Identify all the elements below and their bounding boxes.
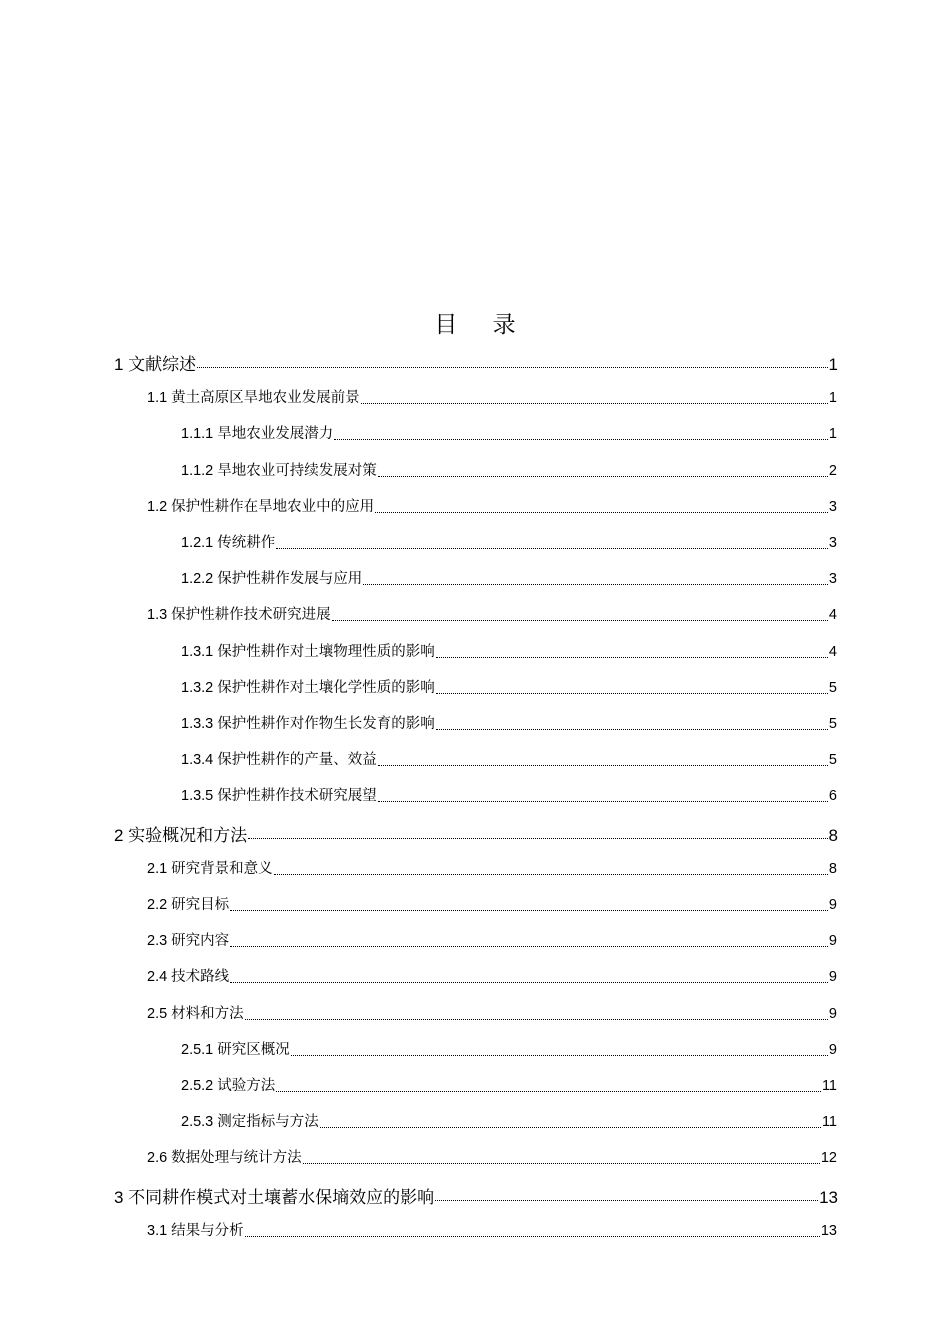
dot-leader [361, 403, 828, 404]
toc-entry-level-3[interactable] [181, 1038, 837, 1060]
toc-entry-level-2[interactable] [147, 603, 837, 625]
toc-entry-level-2[interactable] [147, 1219, 837, 1241]
dot-leader [197, 367, 827, 368]
dot-leader [363, 584, 828, 585]
toc-entry-text: 1.1 黄土高原区旱地农业发展前景 [147, 390, 360, 407]
toc-entry-text: 3 不同耕作模式对土壤蓄水保墒效应的影响 [114, 1187, 435, 1207]
toc-page-number: 3 [828, 498, 837, 515]
toc-entry-level-3[interactable] [181, 531, 837, 553]
dot-leader [320, 1127, 821, 1128]
toc-page-number: 11 [821, 1114, 837, 1131]
toc-page-number: 13 [819, 1187, 838, 1207]
toc-entry-text: 2.2 研究目标 [147, 897, 230, 913]
toc-entry-level-2[interactable] [147, 495, 837, 517]
dot-leader [245, 1236, 820, 1237]
toc-entry-level-3[interactable] [181, 640, 837, 662]
dot-leader [303, 1163, 820, 1164]
toc-page-number: 9 [828, 1005, 837, 1022]
toc-entry-level-3[interactable] [181, 459, 837, 481]
toc-entry-level-1[interactable] [114, 350, 838, 372]
toc-entry-level-3[interactable] [181, 567, 837, 589]
toc-entry-text: 1.1.2 旱地农业可持续发展对策 [181, 462, 377, 479]
toc-entry-text: 2.6 数据处理与统计方法 [147, 1150, 302, 1167]
toc-entry-text: 1.3.4 保护性耕作的产量、效益 [181, 752, 377, 769]
toc-entry-text: 2.4 技术路线 [147, 969, 230, 986]
toc-entry-level-2[interactable] [147, 929, 837, 951]
toc-title: 目 录 [434, 312, 530, 338]
toc-entry-text: 1 文献综述 [114, 355, 197, 374]
toc-page-number: 8 [828, 860, 837, 877]
toc-entry-text: 2.5.2 试验方法 [181, 1078, 276, 1094]
toc-entry-level-2[interactable] [147, 1002, 837, 1024]
toc-entry-level-2[interactable] [147, 893, 837, 915]
toc-entry-text: 2.5 材料和方法 [147, 1005, 244, 1022]
dot-leader [435, 1200, 818, 1201]
toc-entry-text: 2 实验概况和方法 [114, 825, 248, 845]
toc-page-number: 2 [828, 462, 837, 479]
dot-leader [230, 946, 828, 947]
toc-entry-level-2[interactable] [147, 1146, 837, 1168]
toc-entry-level-2[interactable] [147, 386, 837, 408]
toc-entry-level-3[interactable] [181, 748, 837, 770]
toc-entry-text: 1.1.1 旱地农业发展潜力 [181, 426, 334, 443]
dot-leader [378, 476, 828, 477]
toc-page-number: 3 [828, 571, 837, 588]
toc-entry-level-3[interactable] [181, 712, 837, 734]
toc-entry-level-1[interactable] [114, 1183, 838, 1205]
toc-entry-text: 2.1 研究背景和意义 [147, 860, 273, 877]
dot-leader [245, 1019, 828, 1020]
toc-page-number: 6 [828, 788, 837, 805]
toc-entry-text: 1.3 保护性耕作技术研究进展 [147, 607, 331, 624]
toc-entry-level-1[interactable] [114, 821, 838, 843]
toc-entry-level-3[interactable] [181, 1074, 837, 1096]
toc-page-number: 3 [828, 535, 837, 551]
toc-entry-text: 1.2 保护性耕作在旱地农业中的应用 [147, 498, 375, 515]
toc-entry-text: 2.5.3 测定指标与方法 [181, 1114, 319, 1131]
toc-page-number: 1 [828, 390, 837, 407]
toc-entry-level-3[interactable] [181, 1110, 837, 1132]
toc-page-number: 12 [820, 1150, 837, 1167]
dot-leader [375, 512, 828, 513]
dot-leader [436, 657, 828, 658]
dot-leader [248, 838, 827, 839]
toc-page-number: 4 [828, 607, 837, 624]
toc-entry-text: 1.3.2 保护性耕作对土壤化学性质的影响 [181, 679, 435, 696]
toc-entry-text: 1.3.1 保护性耕作对土壤物理性质的影响 [181, 643, 435, 660]
toc-page-number: 4 [828, 643, 837, 660]
dot-leader [378, 765, 828, 766]
toc-entry-level-3[interactable] [181, 676, 837, 698]
toc-page-number: 11 [821, 1078, 837, 1094]
dot-leader [332, 620, 828, 621]
toc-page-number: 9 [828, 1041, 837, 1058]
toc-entry-text: 3.1 结果与分析 [147, 1222, 244, 1239]
toc-entry-text: 1.3.5 保护性耕作技术研究展望 [181, 788, 377, 805]
toc-page-number: 8 [828, 825, 838, 845]
toc-page-number: 9 [828, 969, 837, 986]
toc-page-number: 9 [828, 933, 837, 950]
toc-page-number: 1 [828, 426, 837, 443]
toc-entry-level-2[interactable] [147, 965, 837, 987]
toc-page-number: 5 [828, 752, 837, 769]
toc-entry-text: 1.2.2 保护性耕作发展与应用 [181, 571, 363, 588]
toc-entry-level-3[interactable] [181, 422, 837, 444]
toc-entry-text: 2.5.1 研究区概况 [181, 1041, 290, 1058]
dot-leader [230, 910, 828, 911]
dot-leader [230, 982, 828, 983]
toc-page-number: 5 [828, 716, 837, 732]
toc-entry-level-3[interactable] [181, 784, 837, 806]
toc-entry-text: 2.3 研究内容 [147, 933, 230, 950]
toc-entry-text: 1.3.3 保护性耕作对作物生长发育的影响 [181, 716, 435, 732]
toc-page-number: 13 [820, 1222, 837, 1239]
toc-entry-text: 1.2.1 传统耕作 [181, 535, 276, 551]
dot-leader [291, 1055, 828, 1056]
toc-page-number: 9 [828, 897, 837, 913]
dot-leader [436, 729, 828, 730]
dot-leader [276, 548, 828, 549]
toc-entry-level-2[interactable] [147, 857, 837, 879]
toc-page-number: 5 [828, 679, 837, 696]
dot-leader [334, 439, 828, 440]
toc-page-number: 1 [828, 355, 838, 374]
dot-leader [436, 693, 828, 694]
dot-leader [274, 874, 828, 875]
dot-leader [378, 801, 828, 802]
dot-leader [276, 1091, 821, 1092]
